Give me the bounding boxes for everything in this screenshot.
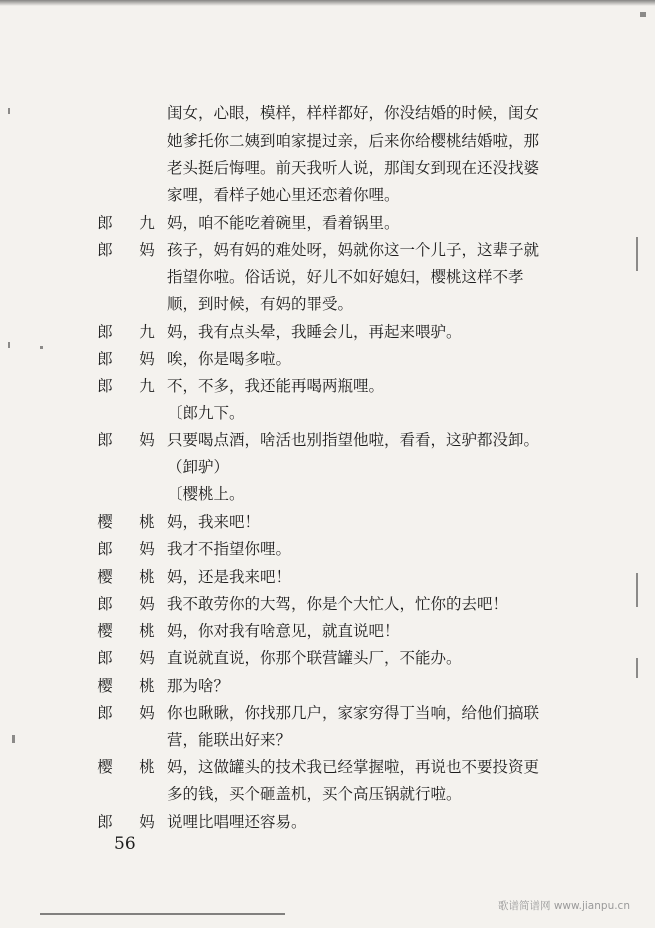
line-text: 说哩比唱哩还容易。	[167, 813, 307, 831]
speaker-char: 桃	[139, 513, 155, 531]
line-text: 指望你啦。俗话说，好儿不如好媳妇，樱桃这样不孝	[167, 268, 524, 286]
line-text: 你也瞅瞅，你找那几户，家家穷得丁当响，给他们搞联	[167, 704, 540, 722]
speaker-name	[96, 346, 156, 372]
top-edge-shadow	[0, 0, 655, 6]
line-text: 〔郎九下。	[167, 404, 245, 422]
speaker-name	[96, 591, 156, 617]
speaker-char: 妈	[139, 704, 155, 722]
scan-speck	[636, 237, 638, 271]
speaker-char: 樱	[97, 758, 113, 776]
line-text: 妈，这做罐头的技术我已经掌握啦，再说也不要投资更	[167, 758, 540, 776]
speaker-name	[96, 645, 156, 671]
line-text: （卸驴）	[167, 458, 230, 476]
speaker-name	[96, 427, 156, 453]
line-text: 妈，你对我有啥意见，就直说吧！	[167, 622, 400, 640]
line-text: 直说就直说，你那个联营罐头厂，不能办。	[167, 649, 462, 667]
line-text: 老头挺后悔哩。前天我听人说，那闺女到现在还没找婆	[167, 159, 540, 177]
speaker-char: 妈	[139, 431, 155, 449]
speaker-char: 郎	[97, 595, 113, 613]
speaker-char: 郎	[97, 241, 113, 259]
line-text: 孩子，妈有妈的难处呀，妈就你这一个儿子，这辈子就	[167, 241, 540, 259]
speaker-char: 郎	[97, 214, 113, 232]
speaker-char: 郎	[97, 540, 113, 558]
speaker-name	[96, 536, 156, 562]
speaker-name	[96, 237, 156, 263]
line-text: 营，能联出好来？	[167, 731, 292, 749]
speaker-char: 桃	[139, 677, 155, 695]
line-text: 家哩，看样子她心里还恋着你哩。	[167, 186, 400, 204]
speaker-char: 九	[139, 214, 155, 232]
line-text: 妈，还是我来吧！	[167, 568, 292, 586]
speaker-char: 九	[139, 323, 155, 341]
line-text: 妈，我来吧！	[167, 513, 261, 531]
scan-speck	[40, 346, 43, 349]
scan-speck	[636, 573, 638, 607]
speaker-char: 九	[139, 377, 155, 395]
speaker-char: 郎	[97, 350, 113, 368]
line-text: 〔樱桃上。	[167, 485, 245, 503]
speaker-char: 郎	[97, 431, 113, 449]
speaker-char: 郎	[97, 649, 113, 667]
line-text: 她爹托你二姨到咱家提过亲，后来你给樱桃结婚啦，那	[167, 132, 540, 150]
speaker-name	[96, 700, 156, 726]
speaker-char: 郎	[97, 704, 113, 722]
bottom-edge-line	[40, 913, 285, 915]
speaker-char: 妈	[139, 813, 155, 831]
speaker-char: 妈	[139, 649, 155, 667]
speaker-name	[96, 373, 156, 399]
speaker-name	[96, 564, 156, 590]
watermark-text: 歌谱简谱网 www.jianpu.cn	[498, 900, 630, 912]
speaker-char: 樱	[97, 677, 113, 695]
speaker-char: 妈	[139, 595, 155, 613]
page-number: 56	[114, 834, 136, 854]
speaker-char: 桃	[139, 568, 155, 586]
scan-speck	[8, 342, 10, 348]
speaker-char: 桃	[139, 622, 155, 640]
speaker-name	[96, 673, 156, 699]
scan-speck	[8, 108, 10, 114]
scan-speck	[636, 658, 638, 678]
speaker-char: 樱	[97, 513, 113, 531]
line-text: 妈，我有点头晕，我睡会儿，再起来喂驴。	[167, 323, 462, 341]
speaker-char: 郎	[97, 813, 113, 831]
line-text: 多的钱，买个砸盖机，买个高压锅就行啦。	[167, 785, 462, 803]
speaker-char: 桃	[139, 758, 155, 776]
line-text: 顺，到时候，有妈的罪受。	[167, 295, 354, 313]
speaker-char: 妈	[139, 241, 155, 259]
line-text: 只要喝点酒，啥活也别指望他啦，看看，这驴都没卸。	[167, 431, 540, 449]
line-text: 我不敢劳你的大驾，你是个大忙人，忙你的去吧！	[167, 595, 509, 613]
line-text: 不，不多，我还能再喝两瓶哩。	[167, 377, 385, 395]
speaker-char: 樱	[97, 568, 113, 586]
speaker-name	[96, 319, 156, 345]
speaker-char: 郎	[97, 377, 113, 395]
speaker-name	[96, 618, 156, 644]
speaker-name	[96, 210, 156, 236]
scan-speck	[12, 735, 15, 743]
line-text: 闺女，心眼，模样，样样都好，你没结婚的时候，闺女	[167, 104, 540, 122]
speaker-name	[96, 509, 156, 535]
speaker-char: 妈	[139, 350, 155, 368]
speaker-name	[96, 809, 156, 835]
line-text: 妈，咱不能吃着碗里，看着锅里。	[167, 214, 400, 232]
scan-speck	[640, 12, 646, 17]
line-text: 我才不指望你哩。	[167, 540, 292, 558]
line-text: 那为啥？	[167, 677, 230, 695]
speaker-char: 樱	[97, 622, 113, 640]
line-text: 唉，你是喝多啦。	[167, 350, 292, 368]
speaker-name	[96, 754, 156, 780]
speaker-char: 妈	[139, 540, 155, 558]
speaker-char: 郎	[97, 323, 113, 341]
